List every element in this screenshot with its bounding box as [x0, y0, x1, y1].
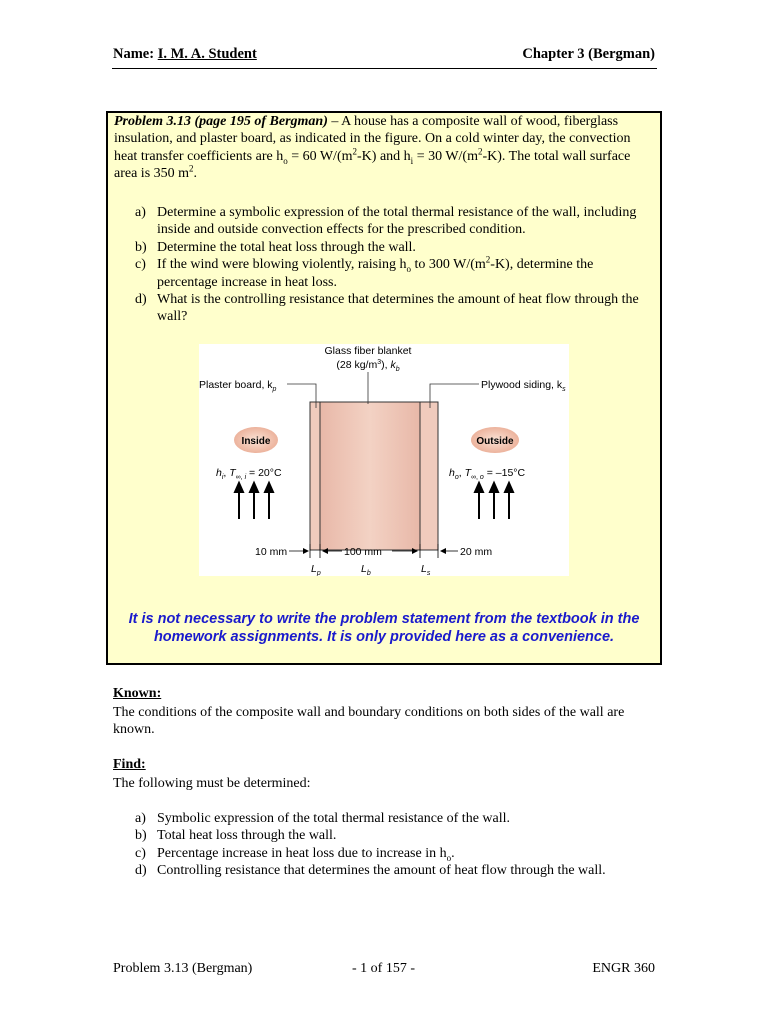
problem-intro: Problem 3.13 (page 195 of Bergman) – A house has a composite wall of wood, fiberglass insulation, and plaster board, as indicated in the figure. On a cold winter day, the convection heat transfer coefficients are $h_o = 60$ $W/(m^2-K)$ and $h_i = 30$ $W/(m^2-K)$. The total wall surface area is 350 $m^2$. — [114, 114, 631, 182]
header-divider — [112, 68, 657, 69]
svg-text:ho, T∞, o = –15°C: $h_o$, $T_{\infty,}$ o = –15°C — [449, 467, 526, 481]
svg-text:20 mm: 20 mm — [460, 546, 493, 558]
find-item-c: c) Percentage increase in heat loss due to increase in $h_o$. — [135, 845, 455, 863]
svg-text:Inside: Inside — [241, 436, 271, 447]
svg-text:Lb: $L_b$ — [361, 563, 371, 576]
header-name — [113, 46, 257, 63]
footer-page-number: - 1 of 157 - — [352, 961, 415, 976]
problem-item-a: a) Determine a symbolic expression of the total thermal resistance of the wall, including inside and outside convection effects for the prescribed condition. — [135, 205, 637, 238]
footer-left: Problem 3.13 (Bergman) — [113, 961, 253, 976]
known-heading: Known: — [113, 686, 162, 701]
find-heading: Find: — [113, 757, 146, 772]
svg-text:Outside: Outside — [476, 436, 514, 447]
svg-text:Plywood siding, ks: Plywood siding, $k_s$ — [481, 379, 566, 393]
footer-right: ENGR 360 — [592, 961, 655, 976]
problem-title: Problem 3.13 (page 195 of Bergman) — [114, 114, 328, 129]
header-chapter: Chapter 3 (Bergman) — [522, 46, 655, 62]
known-text: The conditions of the composite wall and boundary conditions on both sides of the wall are known. — [113, 705, 625, 738]
problem-item-list — [135, 204, 657, 326]
find-item-d: d) Controlling resistance that determines the amount of heat flow through the wall. — [135, 863, 606, 879]
svg-text:hi, T∞, i = 20°C: $h_i$, $T_{\infty,}$ i = 20°C — [216, 467, 282, 481]
problem-item-c: c) If the wind were blowing violently, raising $h_o$ to 300 $W/(m^2-K)$, determine the percentage increase in heat loss. — [135, 254, 594, 290]
problem-item-b: b) Determine the total heat loss through the wall. — [135, 239, 416, 255]
composite-wall-figure — [199, 344, 569, 576]
svg-text:Ls: $L_s$ — [421, 563, 431, 576]
convenience-note: It is not necessary to write the problem statement from the textbook in the homework assignments. It is only provided here as a convenience. — [128, 611, 640, 645]
glass-fiber-layer — [320, 402, 420, 550]
plaster-board-layer — [310, 402, 320, 550]
plywood-layer — [420, 402, 438, 550]
find-item-b: b) Total heat loss through the wall. — [135, 828, 337, 844]
student-name: I. M. A. Student — [157, 46, 257, 62]
svg-text:Plaster board, kp: Plaster board, $k_p$ — [199, 379, 277, 393]
problem-item-d: d) What is the controlling resistance that determines the amount of heat flow through the wall? — [135, 292, 639, 325]
find-intro: The following must be determined: — [113, 776, 311, 791]
blanket-label-1: Glass fiber blanket — [324, 345, 412, 357]
svg-text:(28 kg/m3), kb: (28 $kg/m^3$), $k_b$ — [336, 359, 400, 373]
name-label: Name: — [113, 46, 158, 62]
svg-text:100 mm: 100 mm — [344, 546, 382, 558]
svg-text:10 mm: 10 mm — [255, 546, 288, 558]
svg-text:Lp: $L_p$ — [311, 563, 321, 576]
find-item-a: a) Symbolic expression of the total thermal resistance of the wall. — [135, 811, 511, 826]
find-item-list — [135, 810, 657, 880]
